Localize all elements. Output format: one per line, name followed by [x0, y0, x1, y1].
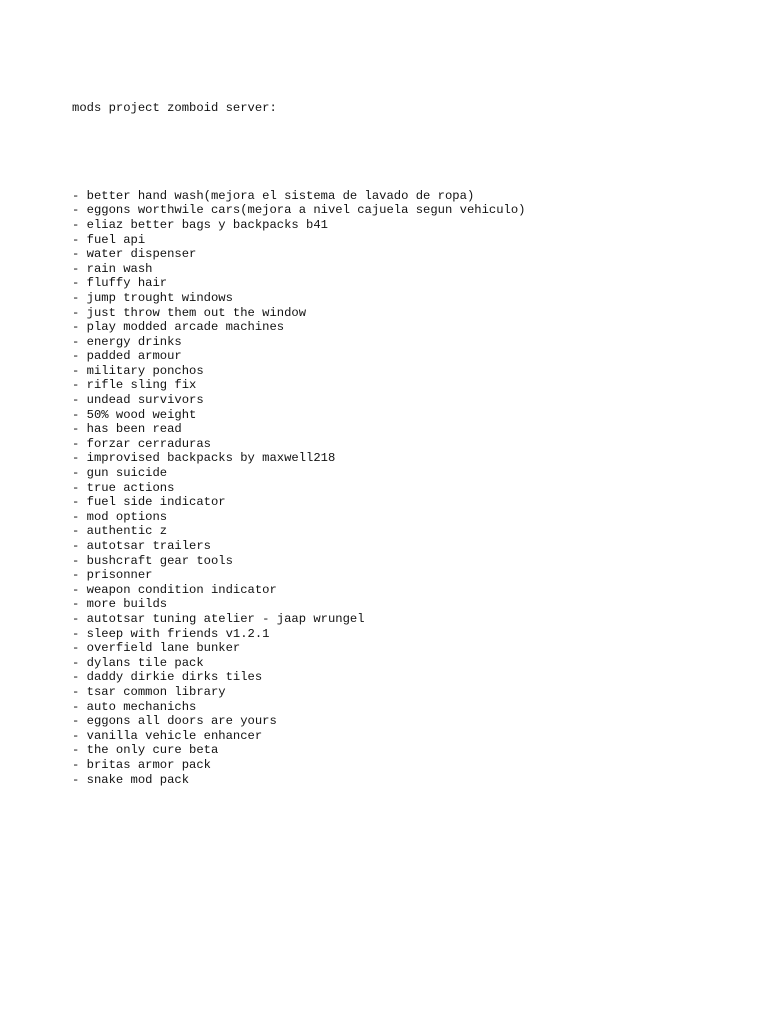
list-item: - britas armor pack	[72, 757, 211, 772]
mod-list	[72, 189, 732, 787]
list-item: - has been read	[72, 422, 182, 437]
list-item: - overfield lane bunker	[72, 641, 241, 656]
document-body	[72, 72, 732, 816]
list-item: - snake mod pack	[72, 772, 190, 787]
list-item: - better hand wash(mejora el sistema de lavado de ropa)	[72, 188, 475, 203]
list-item: - mod options	[72, 509, 168, 524]
list-item: - bushcraft gear tools	[72, 553, 233, 568]
list-item: - prisonner	[72, 568, 153, 583]
list-item: - improvised backpacks by maxwell218	[72, 451, 336, 466]
list-item: - daddy dirkie dirks tiles	[72, 670, 263, 685]
list-item: - autotsar tuning atelier - jaap wrungel	[72, 611, 365, 626]
list-item: - jump trought windows	[72, 290, 233, 305]
list-item: - sleep with friends v1.2.1	[72, 626, 270, 641]
list-item: - padded armour	[72, 349, 182, 364]
list-item: - fuel side indicator	[72, 495, 226, 510]
list-item: - energy drinks	[72, 334, 182, 349]
list-item: - eggons all doors are yours	[72, 714, 277, 729]
list-item: - dylans tile pack	[72, 655, 204, 670]
list-item: - military ponchos	[72, 363, 204, 378]
list-item: - vanilla vehicle enhancer	[72, 728, 263, 743]
list-item: - authentic z	[72, 524, 168, 539]
list-item: - autotsar trailers	[72, 539, 211, 553]
blank-line	[72, 145, 732, 160]
list-item: - water dispenser	[72, 247, 197, 262]
list-item: - tsar common library	[72, 684, 226, 699]
list-item: - true actions	[72, 480, 175, 495]
list-item: - undead survivors	[72, 393, 204, 408]
list-item: - fluffy hair	[72, 276, 168, 291]
list-item: - forzar cerraduras	[72, 436, 211, 451]
list-item: - 50% wood weight	[72, 407, 197, 422]
list-item: - play modded arcade machines	[72, 320, 285, 335]
list-item: - more builds	[72, 597, 168, 612]
list-item: - rain wash	[72, 261, 153, 276]
list-item: - rifle sling fix	[72, 378, 197, 393]
list-item: - eliaz better bags y backpacks b41	[72, 217, 328, 232]
list-item: - fuel api	[72, 232, 146, 247]
list-item: - weapon condition indicator	[72, 582, 277, 597]
list-item: - the only cure beta	[72, 743, 219, 758]
list-item: - just throw them out the window	[72, 305, 307, 320]
document-title: mods project zomboid server:	[72, 101, 277, 116]
list-item: - auto mechanichs	[72, 699, 197, 714]
list-item: - eggons worthwile cars(mejora a nivel cajuela segun vehiculo)	[72, 203, 526, 218]
list-item: - gun suicide	[72, 466, 168, 481]
